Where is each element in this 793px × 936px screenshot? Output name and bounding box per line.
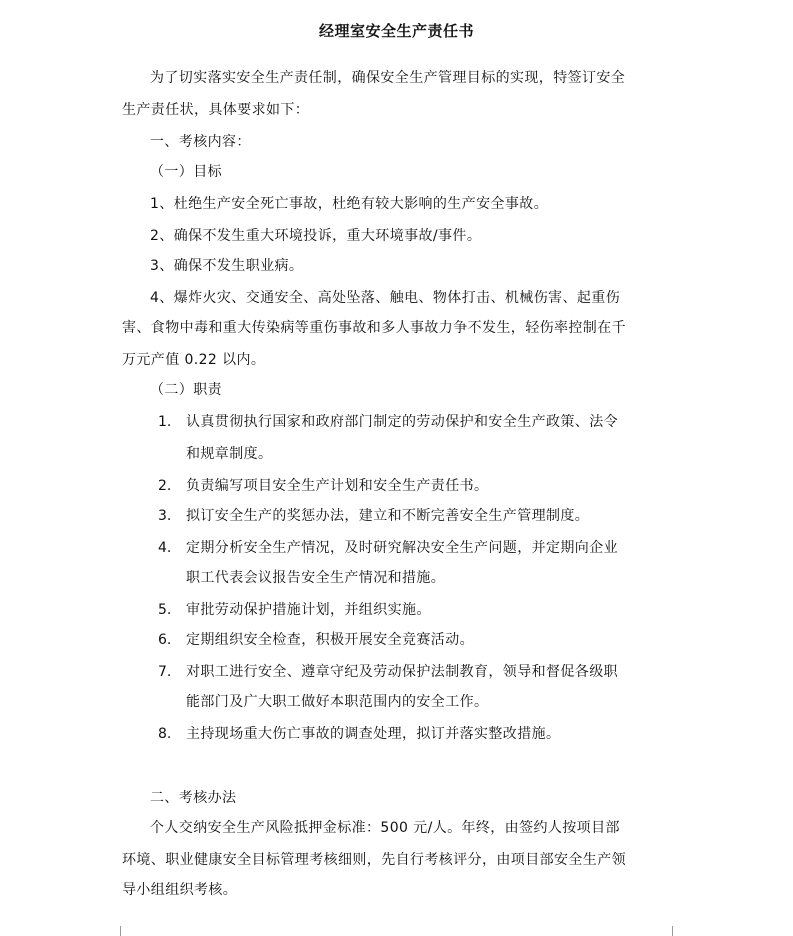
section2-line-2: 环境、职业健康安全目标管理考核细则，先自行考核评分，由项目部安全生产领 (122, 852, 626, 868)
duty-4-number: 4. (158, 540, 172, 556)
duties-heading: （二）职责 (150, 382, 222, 398)
duty-6-line-1: 定期组织安全检查，积极开展安全竞赛活动。 (186, 632, 474, 648)
duty-3-number: 3. (158, 508, 172, 524)
document-title: 经理室安全生产责任书 (318, 22, 474, 40)
duty-1-line-1: 认真贯彻执行国家和政府部门制定的劳动保护和安全生产政策、法令 (186, 414, 618, 430)
duty-1-line-2: 和规章制度。 (186, 446, 273, 462)
duty-2-number: 2. (158, 478, 172, 494)
duty-7-line-1: 对职工进行安全、遵章守纪及劳动保护法制教育，领导和督促各级职 (186, 664, 618, 680)
duty-1-number: 1. (158, 414, 172, 430)
page-corner-mark-right (672, 926, 683, 936)
section2-line-1: 个人交纳安全生产风险抵押金标准：500 元/人。年终，由签约人按项目部 (150, 820, 620, 836)
goal-item-4-line-2: 害、食物中毒和重大传染病等重伤事故和多人事故力争不发生，轻伤率控制在千 (122, 320, 626, 336)
intro-line-1: 为了切实落实安全生产责任制，确保安全生产管理目标的实现，特签订安全 (150, 70, 626, 86)
intro-line-2: 生产责任状，具体要求如下： (122, 102, 310, 118)
duty-8-number: 8. (158, 726, 172, 742)
duty-2-line-1: 负责编写项目安全生产计划和安全生产责任书。 (186, 478, 489, 494)
goal-item-3: 3、确保不发生职业病。 (150, 258, 304, 274)
goal-item-1: 1、杜绝生产安全死亡事故，杜绝有较大影响的生产安全事故。 (150, 196, 549, 212)
duty-6-number: 6. (158, 632, 172, 648)
duty-5-number: 5. (158, 602, 172, 618)
section1-heading: 一、考核内容： (150, 134, 251, 150)
duty-7-line-2: 能部门及广大职工做好本职范围内的安全工作。 (186, 694, 489, 710)
goal-item-4-line-3: 万元产值 0.22 以内。 (122, 352, 266, 368)
duty-5-line-1: 审批劳动保护措施计划，并组织实施。 (186, 602, 431, 618)
goal-item-2: 2、确保不发生重大环境投诉，重大环境事故/事件。 (150, 228, 482, 244)
section2-line-3: 导小组组织考核。 (122, 882, 238, 898)
goal-item-4-line-1: 4、爆炸火灾、交通安全、高处坠落、触电、物体打击、机械伤害、起重伤 (150, 290, 621, 306)
section2-heading: 二、考核办法 (150, 790, 237, 806)
goals-heading: （一）目标 (150, 164, 222, 180)
page-corner-mark-left (110, 926, 121, 936)
duty-8-line-1: 主持现场重大伤亡事故的调查处理，拟订并落实整改措施。 (186, 726, 561, 742)
duty-4-line-2: 职工代表会议报告安全生产情况和措施。 (186, 570, 446, 586)
duty-4-line-1: 定期分析安全生产情况，及时研究解决安全生产问题，并定期向企业 (186, 540, 618, 556)
duty-3-line-1: 拟订安全生产的奖惩办法，建立和不断完善安全生产管理制度。 (186, 508, 590, 524)
duty-7-number: 7. (158, 664, 172, 680)
